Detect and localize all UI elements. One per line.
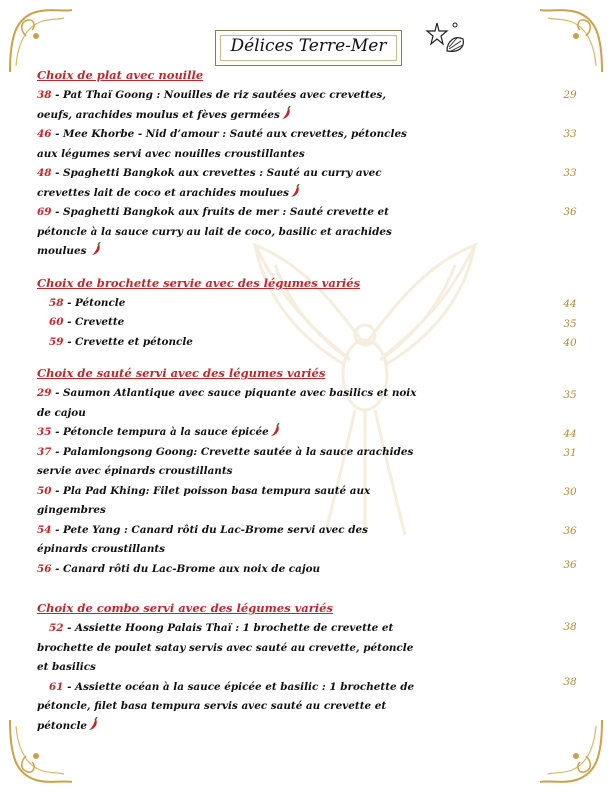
menu-section xyxy=(37,366,419,579)
item-price: 40 xyxy=(563,337,577,349)
menu-item xyxy=(37,482,419,521)
menu-item xyxy=(37,521,419,560)
item-number: 60 xyxy=(49,316,64,328)
corner-ornament-icon xyxy=(6,6,76,76)
item-price: 29 xyxy=(563,89,577,101)
corner-ornament-icon xyxy=(536,6,606,76)
item-number: 38 xyxy=(37,89,52,101)
item-text: - Mee Khorbe - Nid d’amour : Sauté aux crevettes, pétoncles aux légumes servi avec nouilles croustillantes xyxy=(37,128,407,160)
item-text: - Crevette xyxy=(63,316,125,328)
item-text: - Pétoncle xyxy=(63,296,126,309)
item-price: 36 xyxy=(563,559,577,571)
item-number: 37 xyxy=(37,445,52,458)
item-text: - Crevette et pétoncle xyxy=(63,335,193,348)
item-price: 30 xyxy=(563,486,577,498)
item-number: 69 xyxy=(37,206,52,218)
item-price: 31 xyxy=(563,447,577,459)
item-text: - Pétoncle tempura à la sauce épicée xyxy=(51,426,269,438)
page-title: Délices Terre-Mer xyxy=(230,36,387,56)
item-number: 29 xyxy=(37,387,52,399)
item-number: 50 xyxy=(37,484,52,497)
chili-pepper-icon xyxy=(280,106,292,120)
section-title: Choix de combo servi avec des légumes variés xyxy=(37,601,333,615)
chili-pepper-icon xyxy=(87,717,99,731)
item-number: 35 xyxy=(37,426,52,438)
item-price: 44 xyxy=(563,428,577,440)
chili-pepper-icon xyxy=(289,184,301,198)
menu-item xyxy=(37,560,419,580)
item-price: 35 xyxy=(563,318,577,330)
menu-title-box xyxy=(215,30,402,66)
item-price: 38 xyxy=(563,676,577,688)
item-text: - Spaghetti Bangkok aux fruits de mer : Sauté crevette et pétoncle à la sauce curry au lait de coco, basilic et arachides moulues xyxy=(37,206,392,257)
item-number: 52 xyxy=(49,622,64,634)
item-text: - Spaghetti Bangkok aux crevettes : Sauté au curry avec crevettes lait de coco et arachides moulues xyxy=(37,167,382,199)
item-text: - Pla Pad Khing: Filet poisson basa tempura sauté aux gingembres xyxy=(37,484,371,516)
item-price: 38 xyxy=(563,621,577,633)
item-text: - Pete Yang : Canard rôti du Lac-Brome servi avec des épinards croustillants xyxy=(37,523,368,555)
menu-content xyxy=(37,68,419,750)
item-price: 33 xyxy=(563,167,577,179)
item-text: - Palamlongsong Goong: Crevette sautée à la sauce arachides servie avec épinards croustillants xyxy=(37,445,414,477)
section-title: Choix de sauté servi avec des légumes variés xyxy=(37,366,326,380)
seashell-starfish-icon xyxy=(425,17,467,57)
item-price: 36 xyxy=(563,525,577,537)
chili-pepper-icon xyxy=(269,423,281,437)
item-text: - Assiette Hoong Palais Thaï : 1 brochette de crevette et brochette de poulet satay servis avec sauté au crevette, pétoncle et basilics xyxy=(37,622,414,673)
item-number: 58 xyxy=(49,296,64,309)
item-price: 44 xyxy=(563,298,577,310)
menu-item xyxy=(37,423,419,443)
item-text: - Assiette océan à la sauce épicée et basilic : 1 brochette de pétoncle, filet basa tempura servis avec sauté au crevette et pétoncle xyxy=(37,680,415,732)
item-number: 56 xyxy=(37,562,52,575)
item-text: - Canard rôti du Lac-Brome aux noix de cajou xyxy=(51,562,321,575)
menu-item xyxy=(37,125,419,164)
menu-item xyxy=(37,333,419,353)
menu-item xyxy=(37,203,419,262)
menu-item xyxy=(37,384,419,423)
item-number: 46 xyxy=(37,128,52,140)
item-price: 35 xyxy=(563,389,577,401)
menu-section xyxy=(37,601,419,736)
item-text: - Pat Thaï Goong : Nouilles de riz sautées avec crevettes, oeufs, arachides moulus et fèves germées xyxy=(37,89,386,121)
section-title: Choix de brochette servie avec des légumes variés xyxy=(37,275,361,290)
menu-item xyxy=(37,678,419,737)
item-number: 59 xyxy=(49,335,64,348)
menu-item xyxy=(37,443,419,482)
menu-item xyxy=(37,294,419,314)
menu-section xyxy=(37,68,419,262)
menu-item xyxy=(37,86,419,125)
corner-ornament-icon xyxy=(536,716,606,786)
chili-pepper-icon xyxy=(90,242,102,256)
item-text: - Saumon Atlantique avec sauce piquante avec basilics et noix de cajou xyxy=(37,387,417,419)
menu-item xyxy=(37,313,419,333)
menu-section xyxy=(37,276,419,353)
item-number: 54 xyxy=(37,523,52,536)
item-price: 33 xyxy=(563,128,577,140)
item-price: 36 xyxy=(563,206,577,218)
item-number: 61 xyxy=(49,680,64,693)
section-title: Choix de plat avec nouille xyxy=(37,68,204,82)
menu-item xyxy=(37,164,419,203)
item-number: 48 xyxy=(37,167,52,179)
menu-item xyxy=(37,619,419,678)
